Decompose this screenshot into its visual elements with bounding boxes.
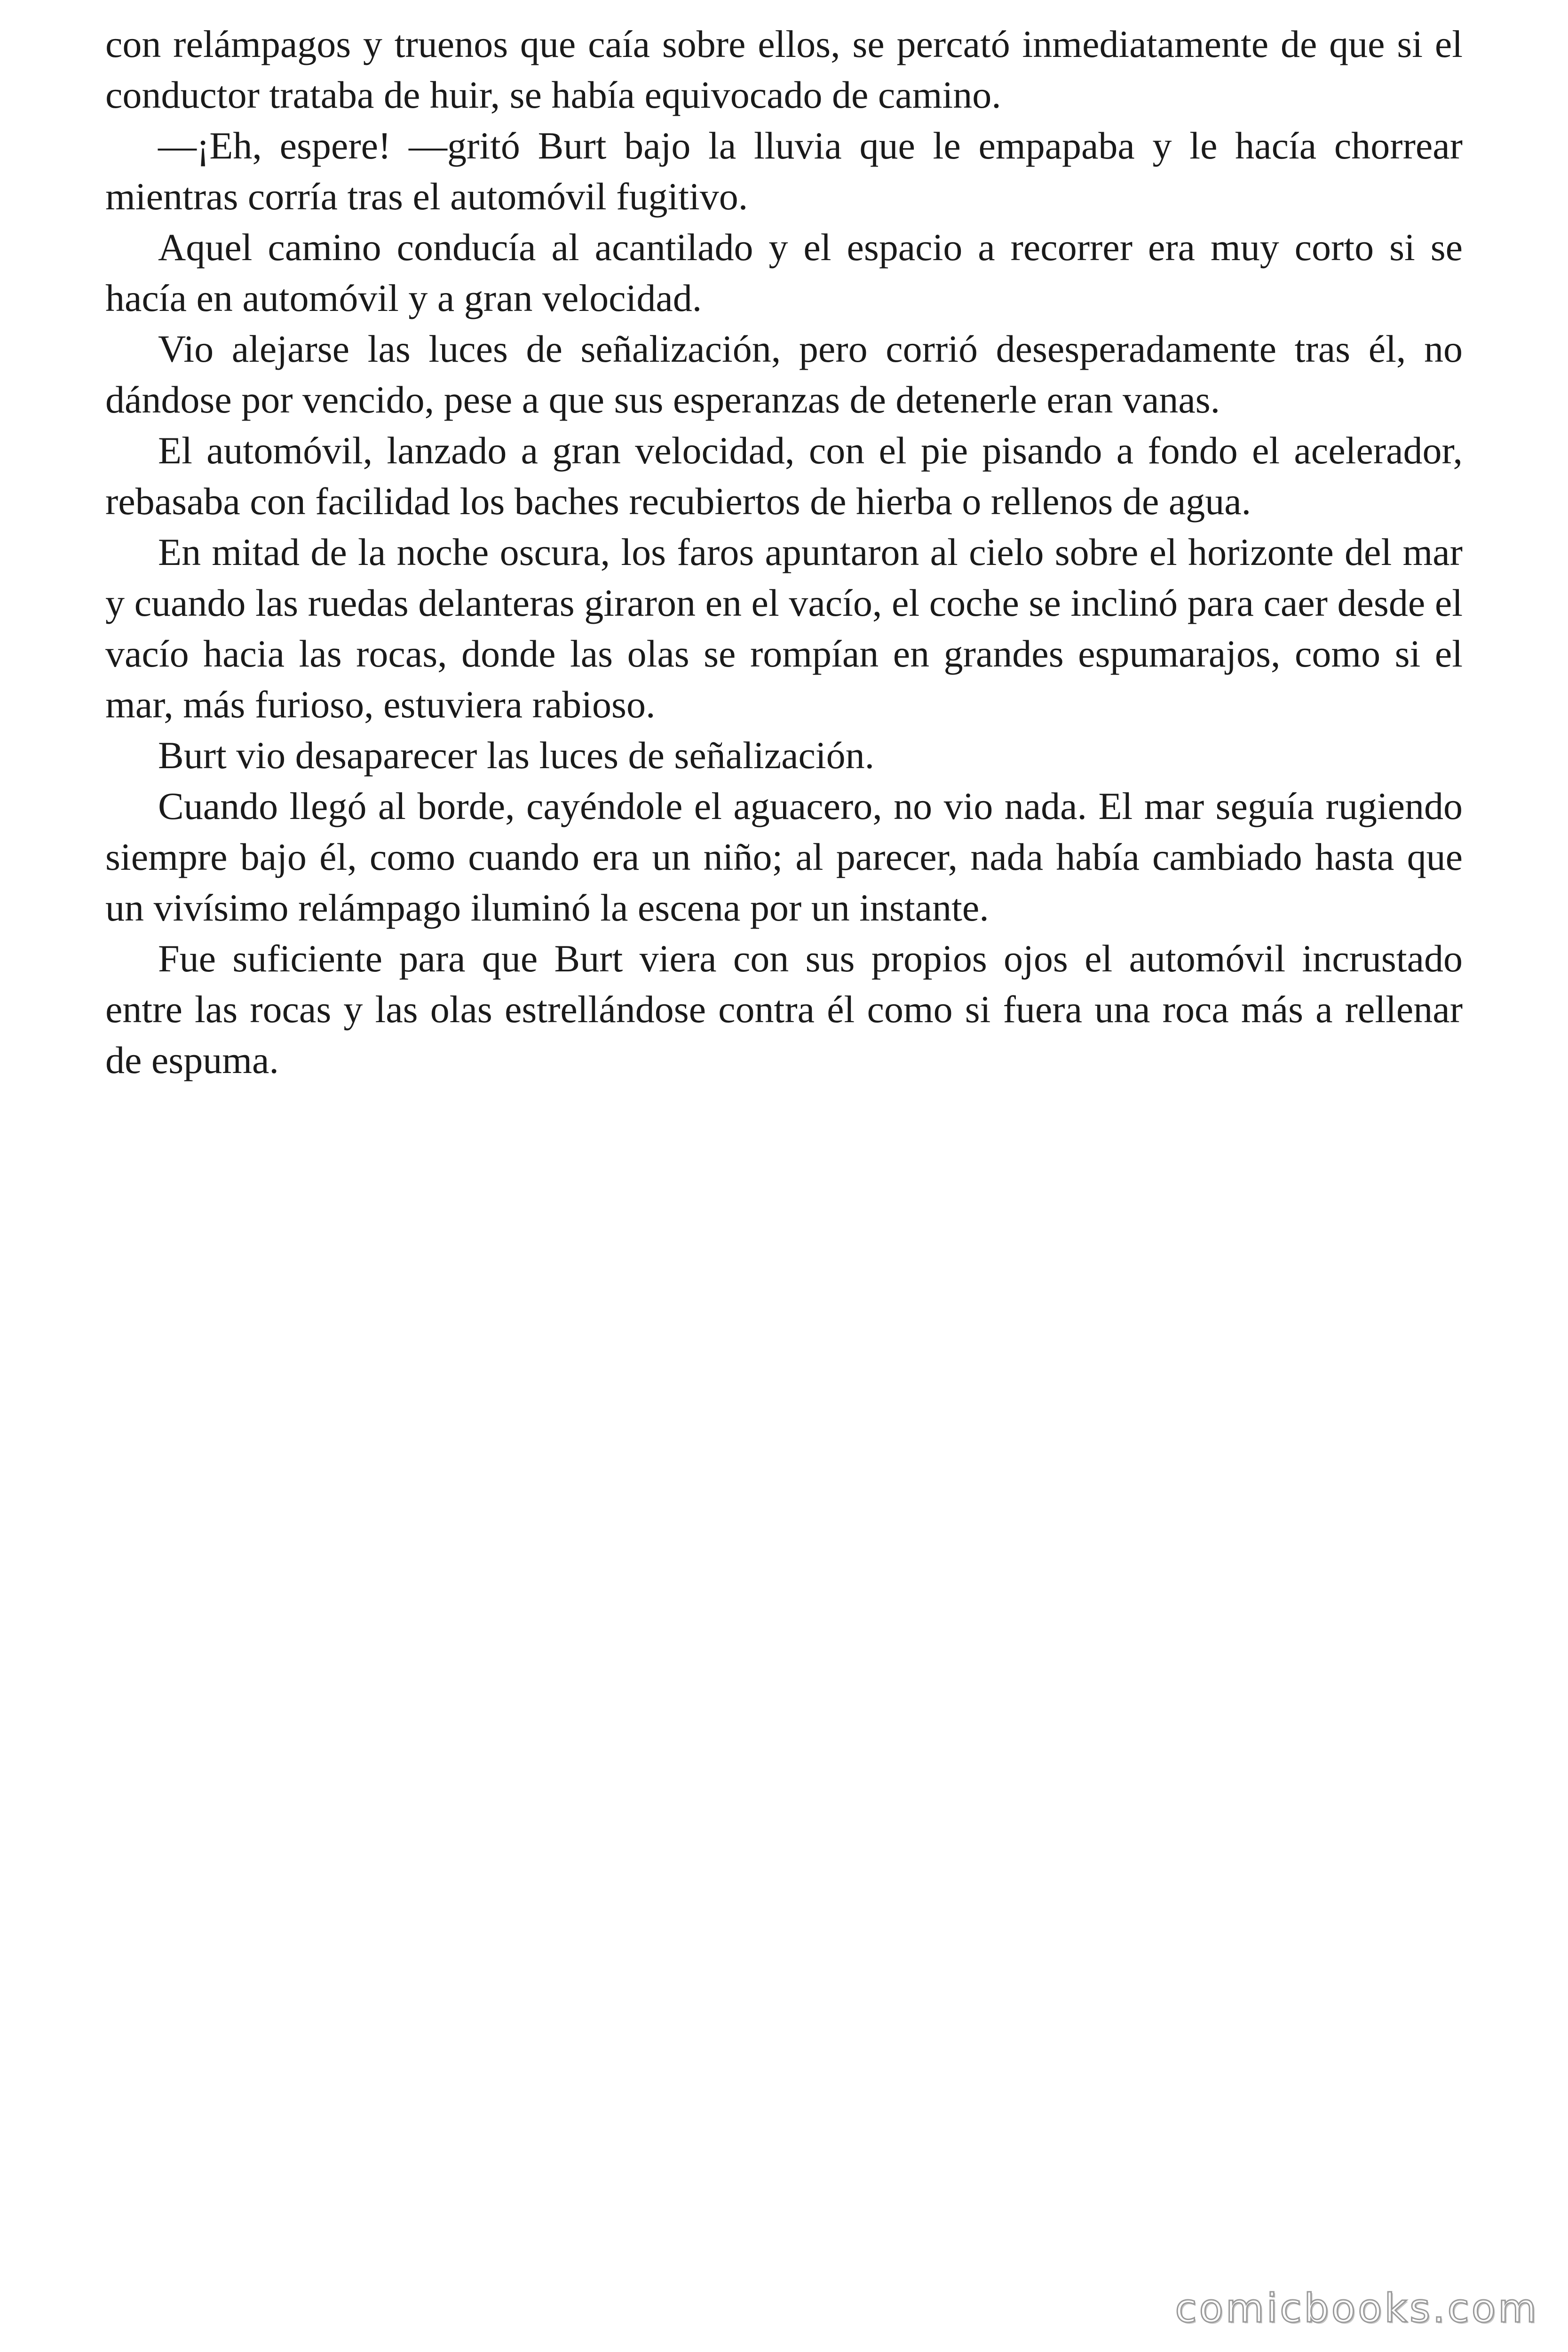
page-text: [105, 19, 1463, 1086]
paragraph-8: Cuando llegó al borde, cayéndole el aguacero, no vio nada. El mar seguía rugiendo siempre bajo él, como cuando era un niño; al parecer, nada había cambiado hasta que un vivísimo relámpago iluminó la escena por un instante.: [105, 785, 1463, 929]
paragraph-9: Fue suficiente para que Burt viera con sus propios ojos el automóvil incrustado entre las rocas y las olas estrellándose contra él como si fuera una roca más a rellenar de espuma.: [105, 937, 1463, 1081]
paragraph-1: con relámpagos y truenos que caía sobre ellos, se percató inmediatamente de que si el conductor trataba de huir, se había equivocado de camino.: [105, 23, 1463, 116]
paragraph-3: Aquel camino conducía al acantilado y el espacio a recorrer era muy corto si se hacía en automóvil y a gran velocidad.: [105, 226, 1463, 319]
paragraph-6: En mitad de la noche oscura, los faros apuntaron al cielo sobre el horizonte del mar y cuando las ruedas delanteras giraron en el vacío, el coche se inclinó para caer desde el vacío hacia las rocas, donde las olas se rompían en grandes espumarajos, como si el mar, más furioso, estuviera rabioso.: [105, 531, 1463, 726]
paragraph-7: Burt vio desaparecer las luces de señalización.: [158, 734, 875, 777]
paragraph-2: —¡Eh, espere! —gritó Burt bajo la lluvia que le empapaba y le hacía chorrear mientras corría tras el automóvil fugitivo.: [105, 124, 1463, 218]
paragraph-5: El automóvil, lanzado a gran velocidad, con el pie pisando a fondo el acelerador, rebasaba con facilidad los baches recubiertos de hierba o rellenos de agua.: [105, 429, 1463, 523]
paragraph-4: Vio alejarse las luces de señalización, pero corrió desesperadamente tras él, no dándose por vencido, pese a que sus esperanzas de detenerle eran vanas.: [105, 327, 1463, 421]
watermark-text: comicbooks.com: [1175, 2285, 1539, 2331]
